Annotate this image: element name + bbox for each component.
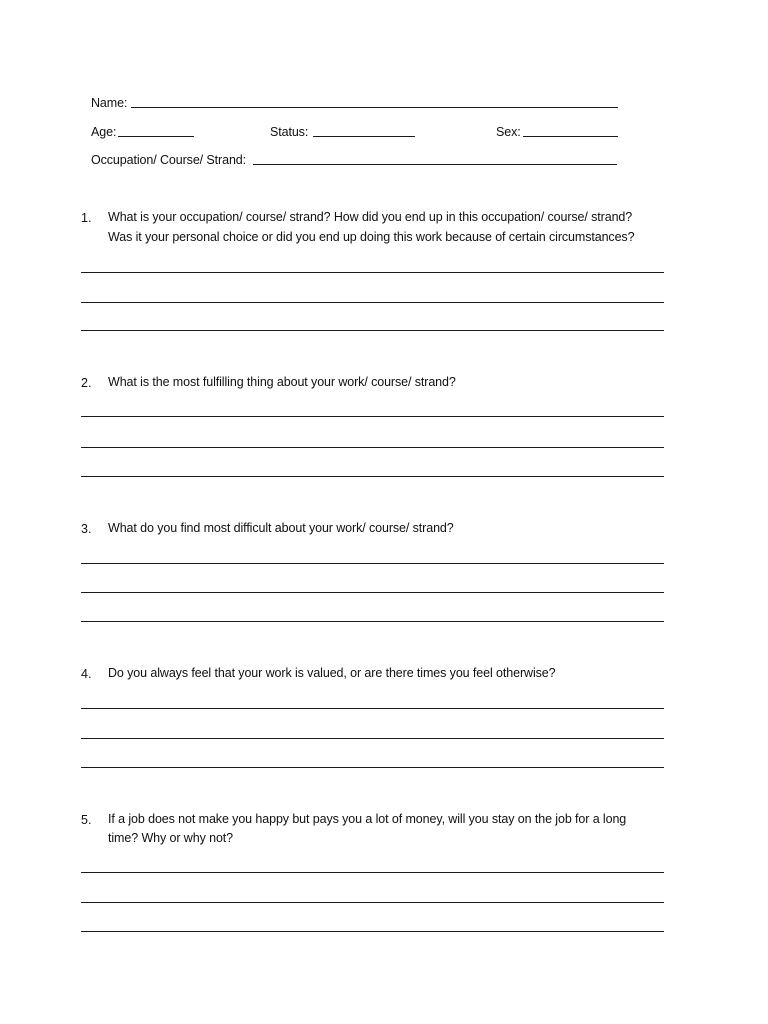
answer-line[interactable]	[81, 931, 664, 932]
answer-line[interactable]	[81, 872, 664, 873]
question-number: 3.	[81, 522, 92, 536]
age-label: Age:	[91, 125, 117, 139]
occupation-field[interactable]	[253, 164, 617, 165]
question-number: 1.	[81, 211, 92, 225]
answer-line[interactable]	[81, 272, 664, 273]
answer-line[interactable]	[81, 767, 664, 768]
answer-line[interactable]	[81, 563, 664, 564]
question-text: What is your occupation/ course/ strand? How did you end up in this occupation/ course/ strand?	[108, 210, 633, 224]
question-text: What do you find most difficult about your work/ course/ strand?	[108, 521, 454, 535]
name-field[interactable]	[131, 107, 618, 108]
answer-line[interactable]	[81, 708, 664, 709]
answer-line[interactable]	[81, 416, 664, 417]
answer-line[interactable]	[81, 738, 664, 739]
age-field[interactable]	[118, 136, 194, 137]
answer-line[interactable]	[81, 330, 664, 331]
question-text: time? Why or why not?	[108, 831, 234, 845]
answer-line[interactable]	[81, 302, 664, 303]
name-label: Name:	[91, 96, 128, 110]
question-text: Do you always feel that your work is valued, or are there times you feel otherwise?	[108, 666, 556, 680]
sex-label: Sex:	[496, 125, 521, 139]
answer-line[interactable]	[81, 447, 664, 448]
answer-line[interactable]	[81, 902, 664, 903]
sex-field[interactable]	[523, 136, 618, 137]
answer-line[interactable]	[81, 621, 664, 622]
answer-line[interactable]	[81, 592, 664, 593]
question-text: What is the most fulfilling thing about your work/ course/ strand?	[108, 375, 456, 389]
occupation-label: Occupation/ Course/ Strand:	[91, 153, 247, 167]
status-field[interactable]	[313, 136, 415, 137]
question-text: If a job does not make you happy but pays you a lot of money, will you stay on the job for a long	[108, 812, 627, 826]
question-number: 5.	[81, 813, 92, 827]
answer-line[interactable]	[81, 476, 664, 477]
status-label: Status:	[270, 125, 309, 139]
question-number: 2.	[81, 376, 92, 390]
question-text: Was it your personal choice or did you end up doing this work because of certain circumstances?	[108, 230, 635, 244]
question-number: 4.	[81, 667, 92, 681]
